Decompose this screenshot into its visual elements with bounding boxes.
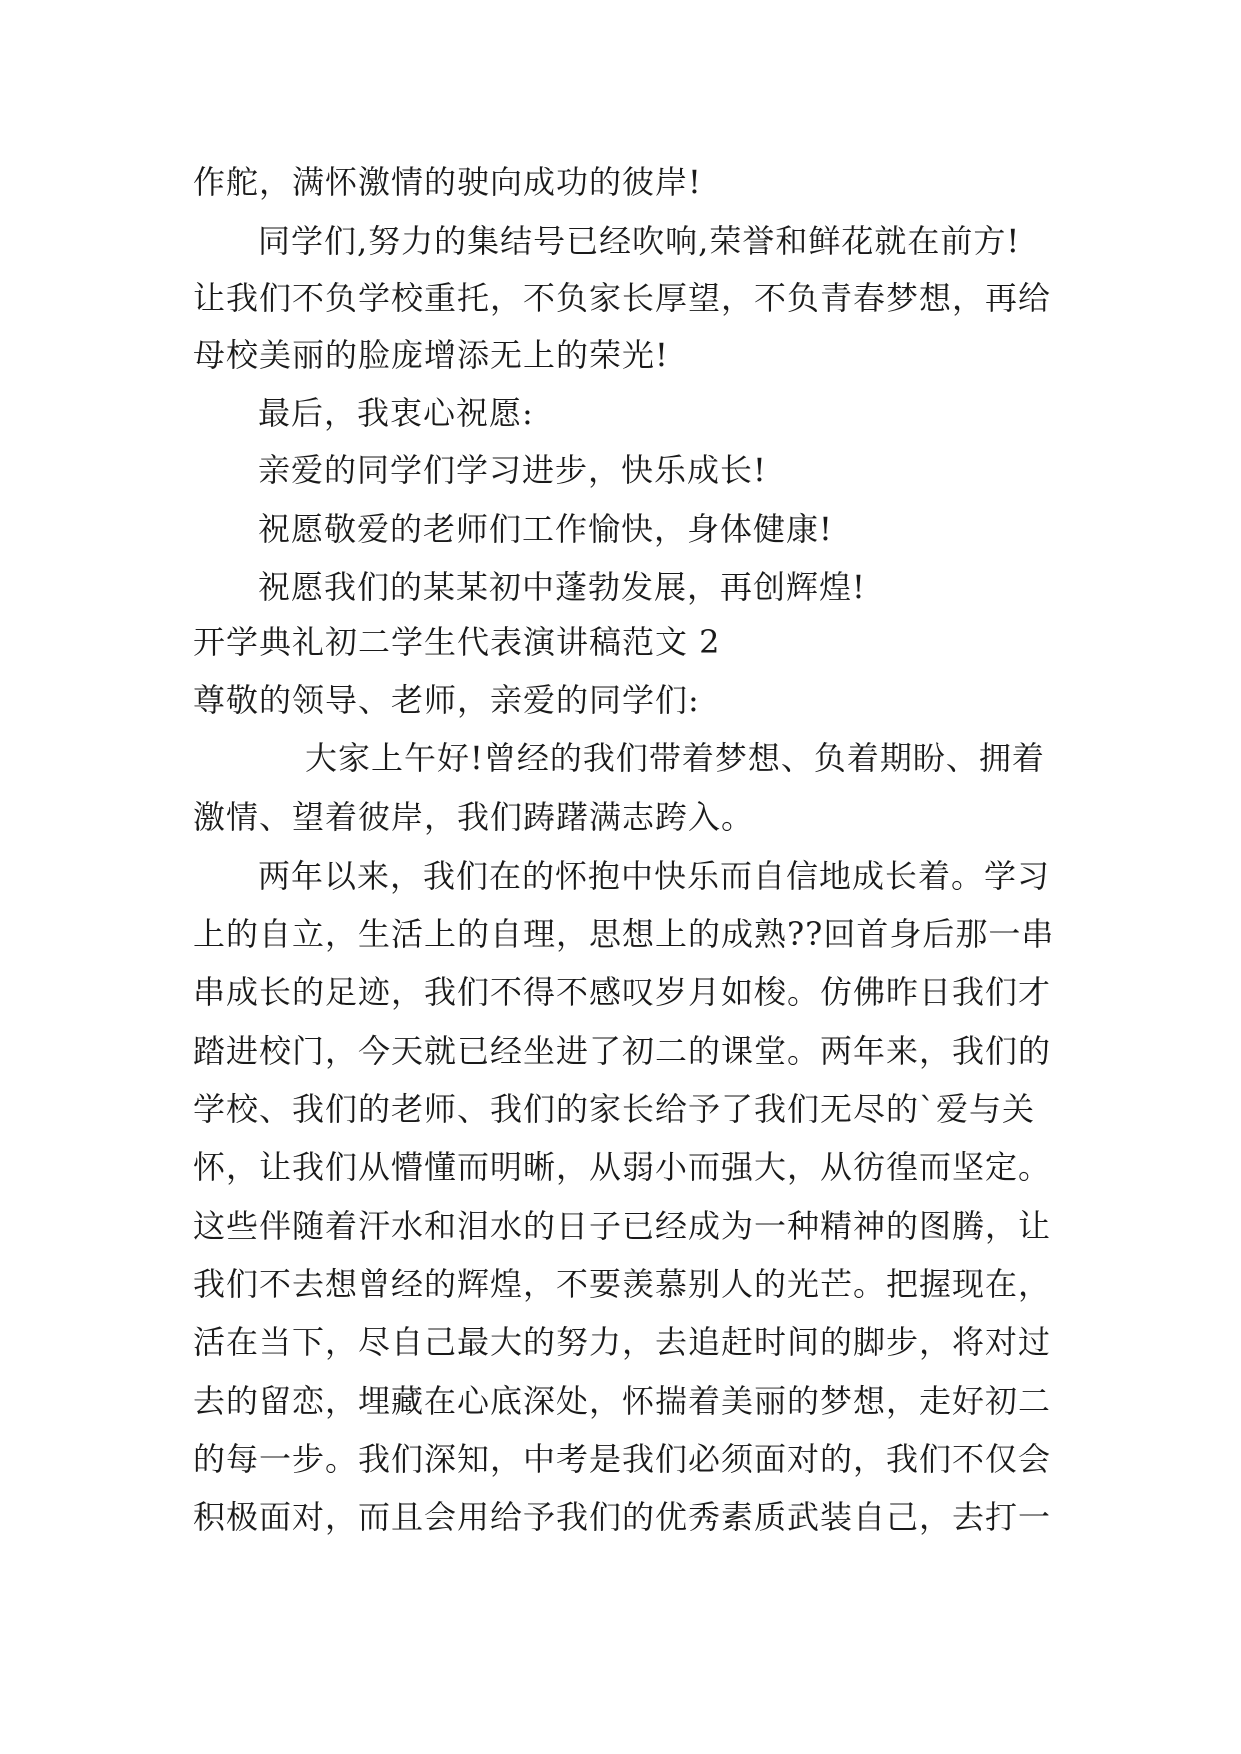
text-line-2: 同学们,努力的集结号已经吹响,荣誉和鲜花就在前方! [258, 222, 1021, 260]
section-heading: 开学典礼初二学生代表演讲稿范文 2 [193, 623, 721, 661]
text-line-16: 踏进校门，今天就已经坐进了初二的课堂。两年来，我们的 [193, 1032, 1052, 1070]
text-line-23: 的每一步。我们深知，中考是我们必须面对的，我们不仅会 [193, 1440, 1052, 1478]
text-line-12: 激情、望着彼岸，我们踌躇满志跨入。 [193, 798, 755, 836]
text-line-5: 最后，我衷心祝愿: [258, 394, 534, 432]
text-line-21: 活在当下，尽自己最大的努力，去追赶时间的脚步，将对过 [193, 1323, 1052, 1361]
text-line-8: 祝愿我们的某某初中蓬勃发展，再创辉煌! [258, 568, 866, 606]
text-line-20: 我们不去想曾经的辉煌，不要羡慕别人的光芒。把握现在， [193, 1265, 1052, 1303]
text-line-4: 母校美丽的脸庞增添无上的荣光! [193, 336, 669, 374]
text-line-7: 祝愿敬爱的老师们工作愉快，身体健康! [258, 510, 833, 548]
text-line-19: 这些伴随着汗水和泪水的日子已经成为一种精神的图腾，让 [193, 1207, 1052, 1245]
text-line-1: 作舵，满怀激情的驶向成功的彼岸! [193, 163, 702, 201]
text-line-15: 串成长的足迹，我们不得不感叹岁月如梭。仿佛昨日我们才 [193, 973, 1052, 1011]
text-line-11: 大家上午好!曾经的我们带着梦想、负着期盼、拥着 [305, 739, 1045, 777]
text-line-22: 去的留恋，埋藏在心底深处，怀揣着美丽的梦想，走好初二 [193, 1382, 1052, 1420]
text-line-6: 亲爱的同学们学习进步，快乐成长! [258, 451, 767, 489]
salutation: 尊敬的领导、老师，亲爱的同学们: [193, 681, 700, 719]
text-line-24: 积极面对，而且会用给予我们的优秀素质武装自己，去打一 [193, 1498, 1052, 1536]
text-line-18: 怀，让我们从懵懂而明晰，从弱小而强大，从彷徨而坚定。 [193, 1148, 1052, 1186]
text-line-13: 两年以来，我们在的怀抱中快乐而自信地成长着。学习 [258, 857, 1051, 895]
text-line-14: 上的自立，生活上的自理，思想上的成熟??回首身后那一串 [193, 915, 1055, 953]
text-line-3: 让我们不负学校重托，不负家长厚望，不负青春梦想，再给 [193, 279, 1052, 317]
text-line-17: 学校、我们的老师、我们的家长给予了我们无尽的`爱与关 [193, 1090, 1036, 1128]
